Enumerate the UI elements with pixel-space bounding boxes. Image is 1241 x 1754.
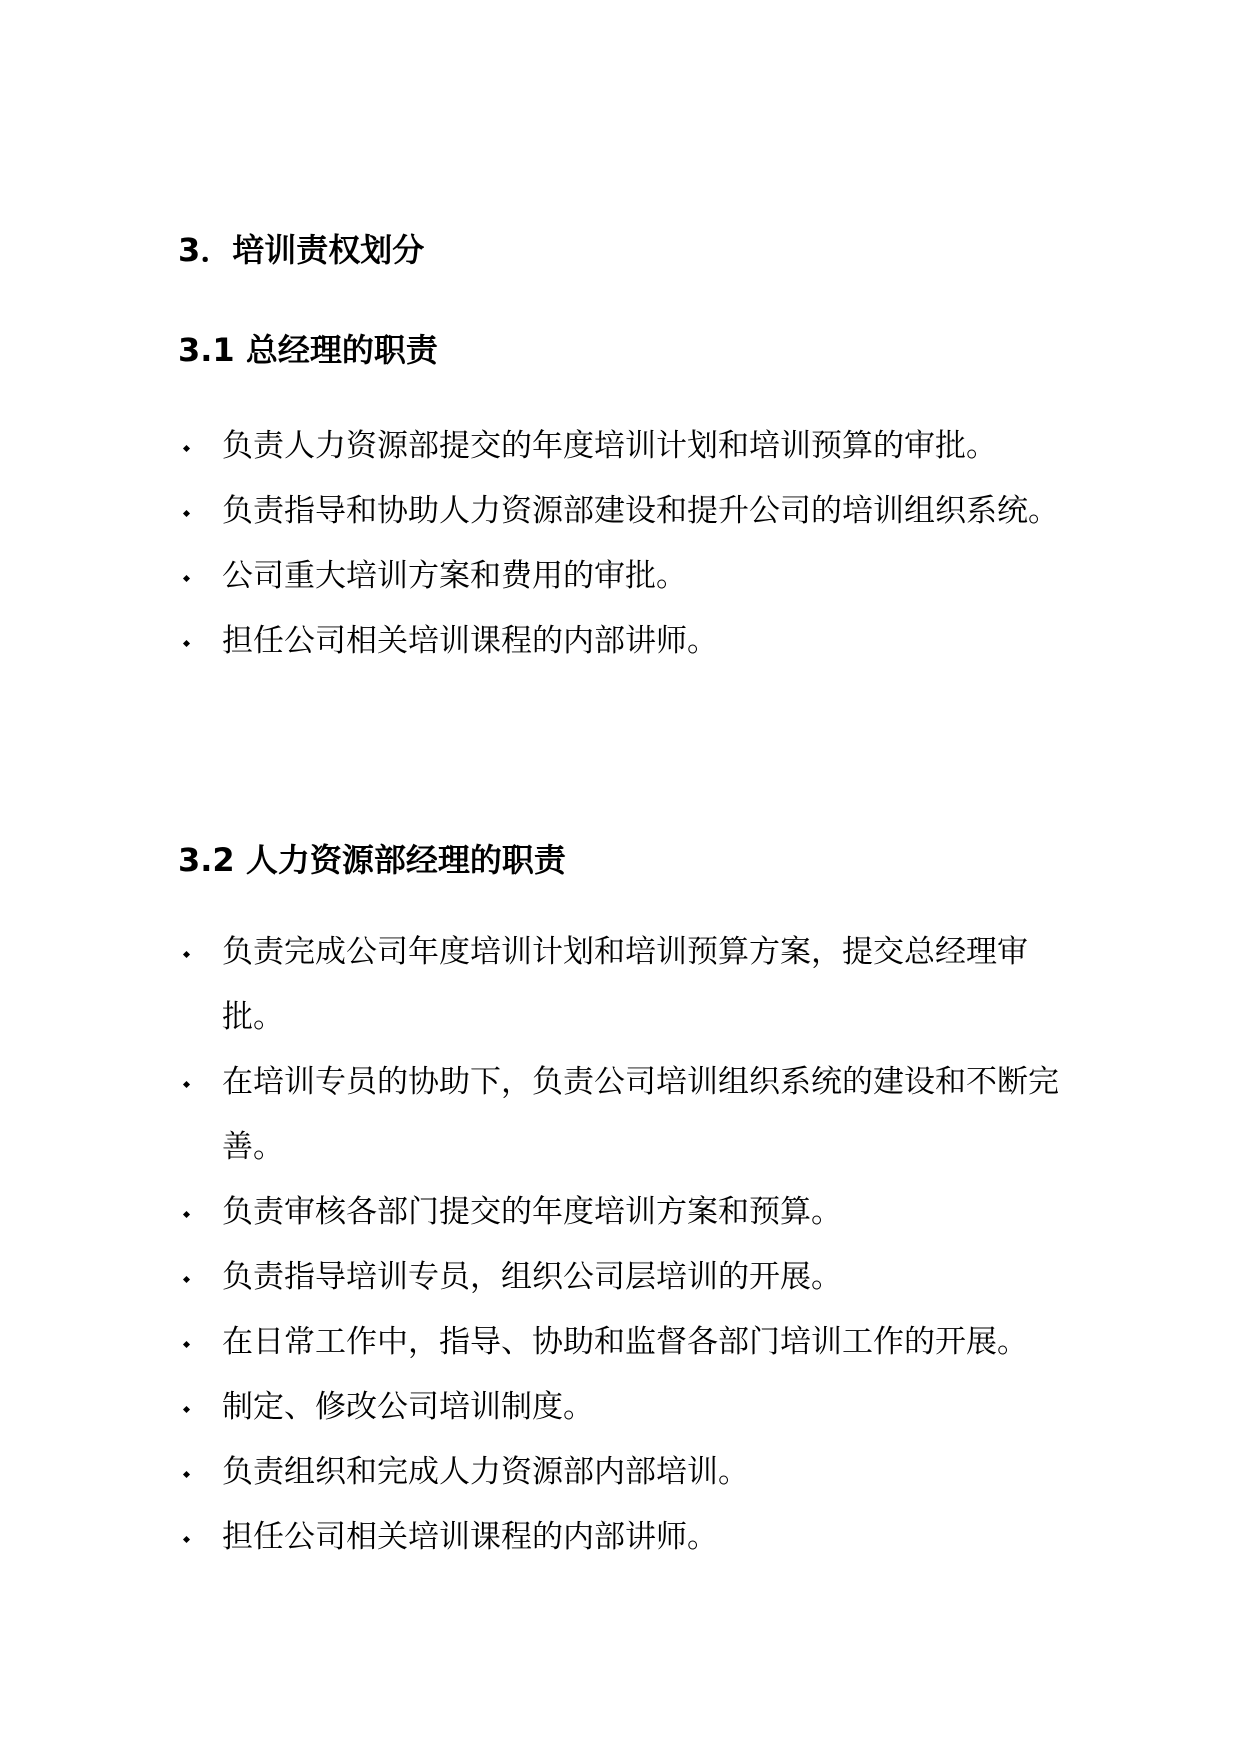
- list-item-text: 负责完成公司年度培训计划和培训预算方案，提交总经理审批。: [222, 934, 1028, 1035]
- subsection-title-hr-manager: 3.2 人力资源部经理的职责: [178, 841, 566, 879]
- list-item: [178, 1050, 1078, 1180]
- diamond-bullet-icon: [178, 1050, 194, 1115]
- list-item: [178, 479, 1078, 544]
- list-item: [178, 1375, 1078, 1440]
- diamond-bullet-icon: [178, 1505, 194, 1570]
- list-item-text: 担任公司相关培训课程的内部讲师。: [222, 1519, 718, 1555]
- list-item: [178, 1505, 1078, 1570]
- list-item-text: 负责指导培训专员，组织公司层培训的开展。: [222, 1259, 842, 1295]
- diamond-bullet-icon: [178, 544, 194, 609]
- list-item-text: 负责组织和完成人力资源部内部培训。: [222, 1454, 749, 1490]
- list-item-text: 担任公司相关培训课程的内部讲师。: [222, 623, 718, 659]
- list-item: [178, 609, 1078, 674]
- general-manager-duties-list: [178, 414, 1078, 674]
- diamond-bullet-icon: [178, 1310, 194, 1375]
- diamond-bullet-icon: [178, 609, 194, 674]
- hr-manager-duties-list: [178, 920, 1078, 1570]
- list-item: [178, 1440, 1078, 1505]
- subsection-title-general-manager: 3.1 总经理的职责: [178, 331, 438, 369]
- section-title: 3．培训责权划分: [178, 231, 425, 269]
- diamond-bullet-icon: [178, 1375, 194, 1440]
- diamond-bullet-icon: [178, 1180, 194, 1245]
- list-item-text: 负责审核各部门提交的年度培训方案和预算。: [222, 1194, 842, 1230]
- list-item-text: 公司重大培训方案和费用的审批。: [222, 558, 687, 594]
- list-item: [178, 1310, 1078, 1375]
- diamond-bullet-icon: [178, 1440, 194, 1505]
- diamond-bullet-icon: [178, 920, 194, 985]
- list-item: [178, 1180, 1078, 1245]
- list-item: [178, 414, 1078, 479]
- list-item: [178, 920, 1078, 1050]
- diamond-bullet-icon: [178, 479, 194, 544]
- diamond-bullet-icon: [178, 1245, 194, 1310]
- list-item-text: 负责人力资源部提交的年度培训计划和培训预算的审批。: [222, 428, 997, 464]
- list-item: [178, 544, 1078, 609]
- diamond-bullet-icon: [178, 414, 194, 479]
- list-item-text: 在培训专员的协助下，负责公司培训组织系统的建设和不断完善。: [222, 1064, 1059, 1165]
- list-item-text: 负责指导和协助人力资源部建设和提升公司的培训组织系统。: [222, 493, 1059, 529]
- list-item: [178, 1245, 1078, 1310]
- list-item-text: 在日常工作中，指导、协助和监督各部门培训工作的开展。: [222, 1324, 1028, 1360]
- list-item-text: 制定、修改公司培训制度。: [222, 1389, 594, 1425]
